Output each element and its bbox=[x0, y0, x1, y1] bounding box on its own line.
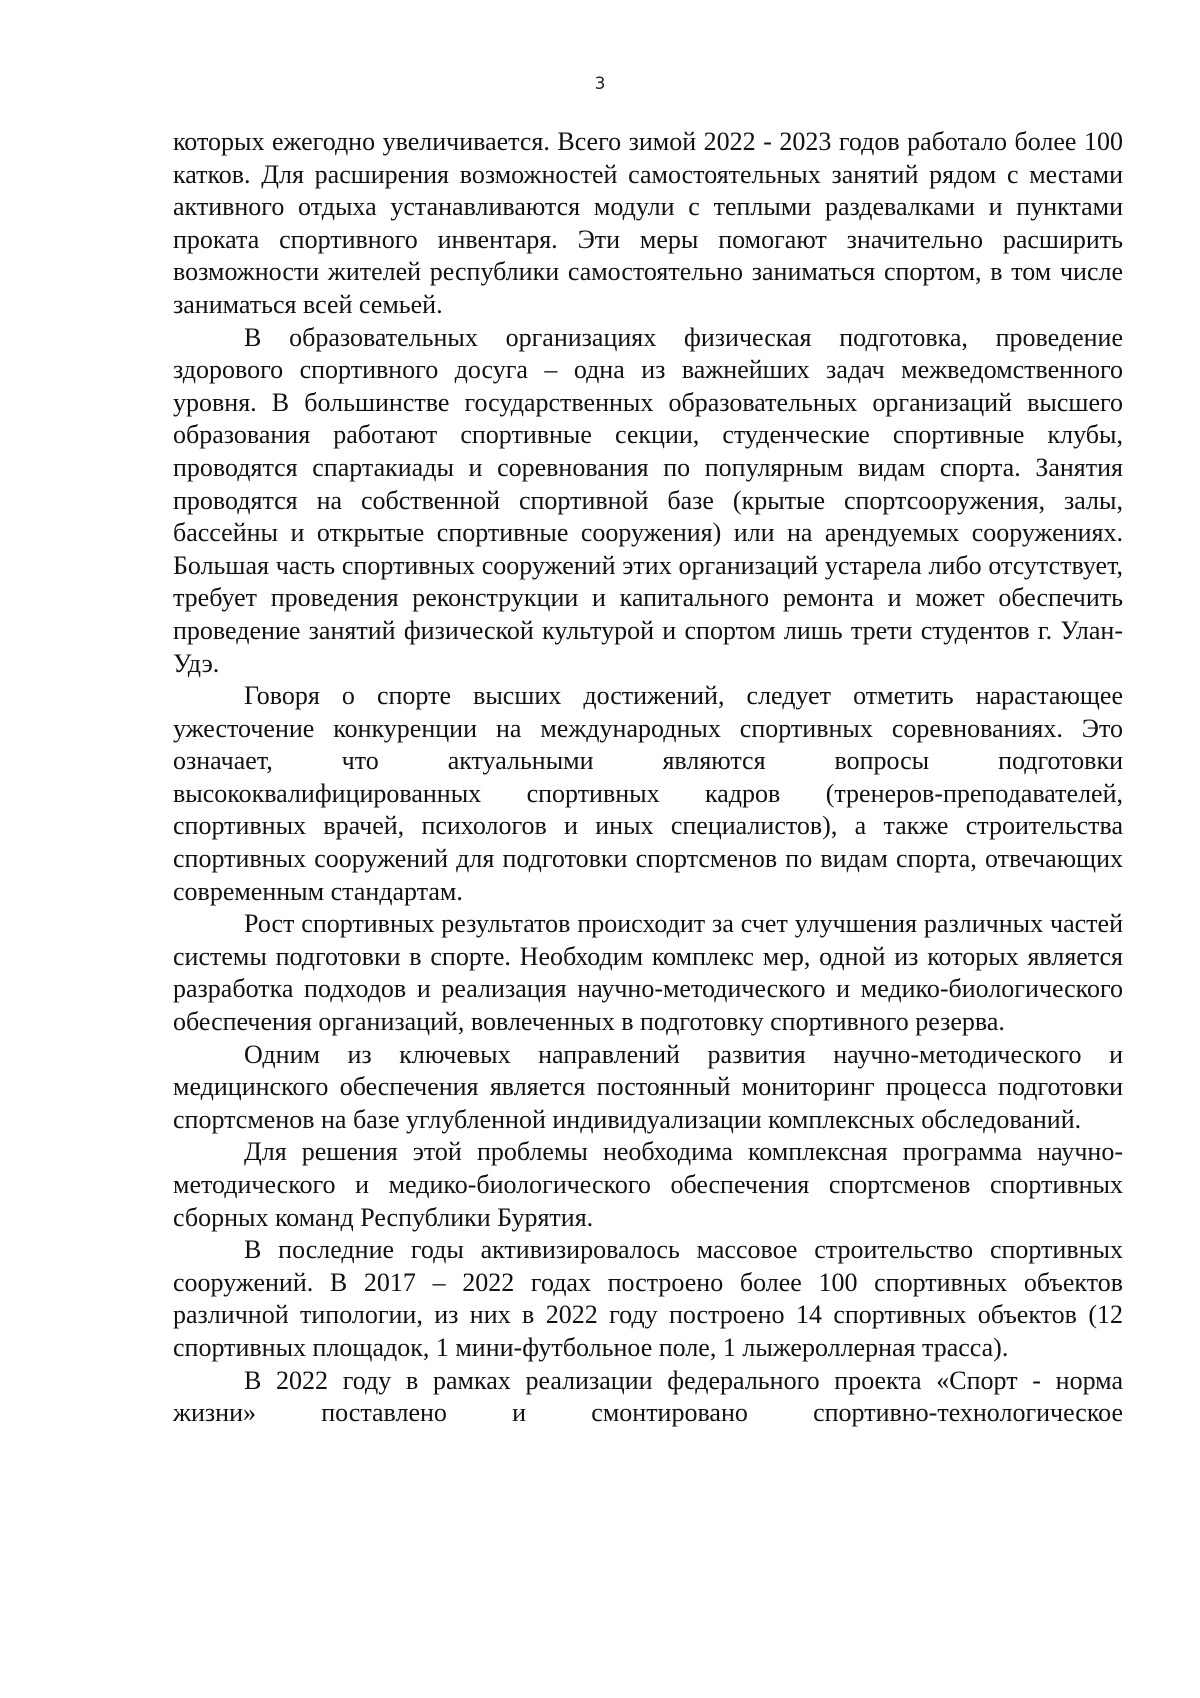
paragraph-program: Для решения этой проблемы необходима комплексная программа научно-методического и медико-биологического обеспечения спортсменов спортивных сборных команд Республики Бурятия. bbox=[173, 1137, 1123, 1232]
paragraph-continuation: которых ежегодно увеличивается. Всего зимой 2022 - 2023 годов работало более 100 катков. Для расширения возможностей самостоятельных занятий рядом с местами активного отдыха устанавливаются модули с теплыми раздевалками и пунктами проката спортивного инвентаря. Эти меры помогают значительно расширить возможности жителей республики самостоятельно заниматься спортом, в том числе заниматься всей семьей. bbox=[173, 127, 1123, 319]
paragraph-elite-sport: Говоря о спорте высших достижений, следует отметить нарастающее ужесточение конкуренции на международных спортивных соревнованиях. Это означает, что актуальными являются вопросы подготовки высококвалифицированных спортивных кадров (тренеров-преподавателей, спортивных врачей, психологов и иных специалистов), а также строительства спортивных сооружений для подготовки спортсменов по видам спорта, отвечающих современным стандартам. bbox=[173, 681, 1123, 906]
paragraph-construction: В последние годы активизировалось массовое строительство спортивных сооружений. В 2017 – 2022 годах построено более 100 спортивных объектов различной типологии, из них в 2022 году построено 14 спортивных объектов (12 спортивных площадок, 1 мини-футбольное поле, 1 лыжероллерная трасса). bbox=[173, 1235, 1123, 1362]
paragraph-education: В образовательных организациях физическая подготовка, проведение здорового спортивного досуга – одна из важнейших задач межведомственного уровня. В большинстве государственных образовательных организаций высшего образования работают спортивные секции, студенческие спортивные клубы, проводятся спартакиады и соревнования по популярным видам спорта. Занятия проводятся на собственной спортивной базе (крытые спортсооружения, залы, бассейны и открытые спортивные сооружения) или на арендуемых сооружениях. Большая часть спортивных сооружений этих организаций устарела либо отсутствует, требует проведения реконструкции и капитального ремонта и может обеспечить проведение занятий физической культурой и спортом лишь трети студентов г. Улан-Удэ. bbox=[173, 322, 1123, 678]
paragraph-results: Рост спортивных результатов происходит за счет улучшения различных частей системы подготовки в спорте. Необходим комплекс мер, одной из которых является разработка подходов и реализация научно-методического и медико-биологического обеспечения организаций, вовлеченных в подготовку спортивного резерва. bbox=[173, 909, 1123, 1037]
paragraph-monitoring: Одним из ключевых направлений развития научно-методического и медицинского обеспечения является постоянный мониторинг процесса подготовки спортсменов на базе углубленной индивидуализации комплексных обследований. bbox=[173, 1039, 1123, 1134]
page-number: 3 bbox=[594, 74, 606, 94]
paragraph-federal-project: В 2022 году в рамках реализации федерального проекта «Спорт - норма жизни» поставлено и смонтировано спортивно-технологическое bbox=[173, 1365, 1123, 1428]
document-body bbox=[173, 126, 1123, 1430]
